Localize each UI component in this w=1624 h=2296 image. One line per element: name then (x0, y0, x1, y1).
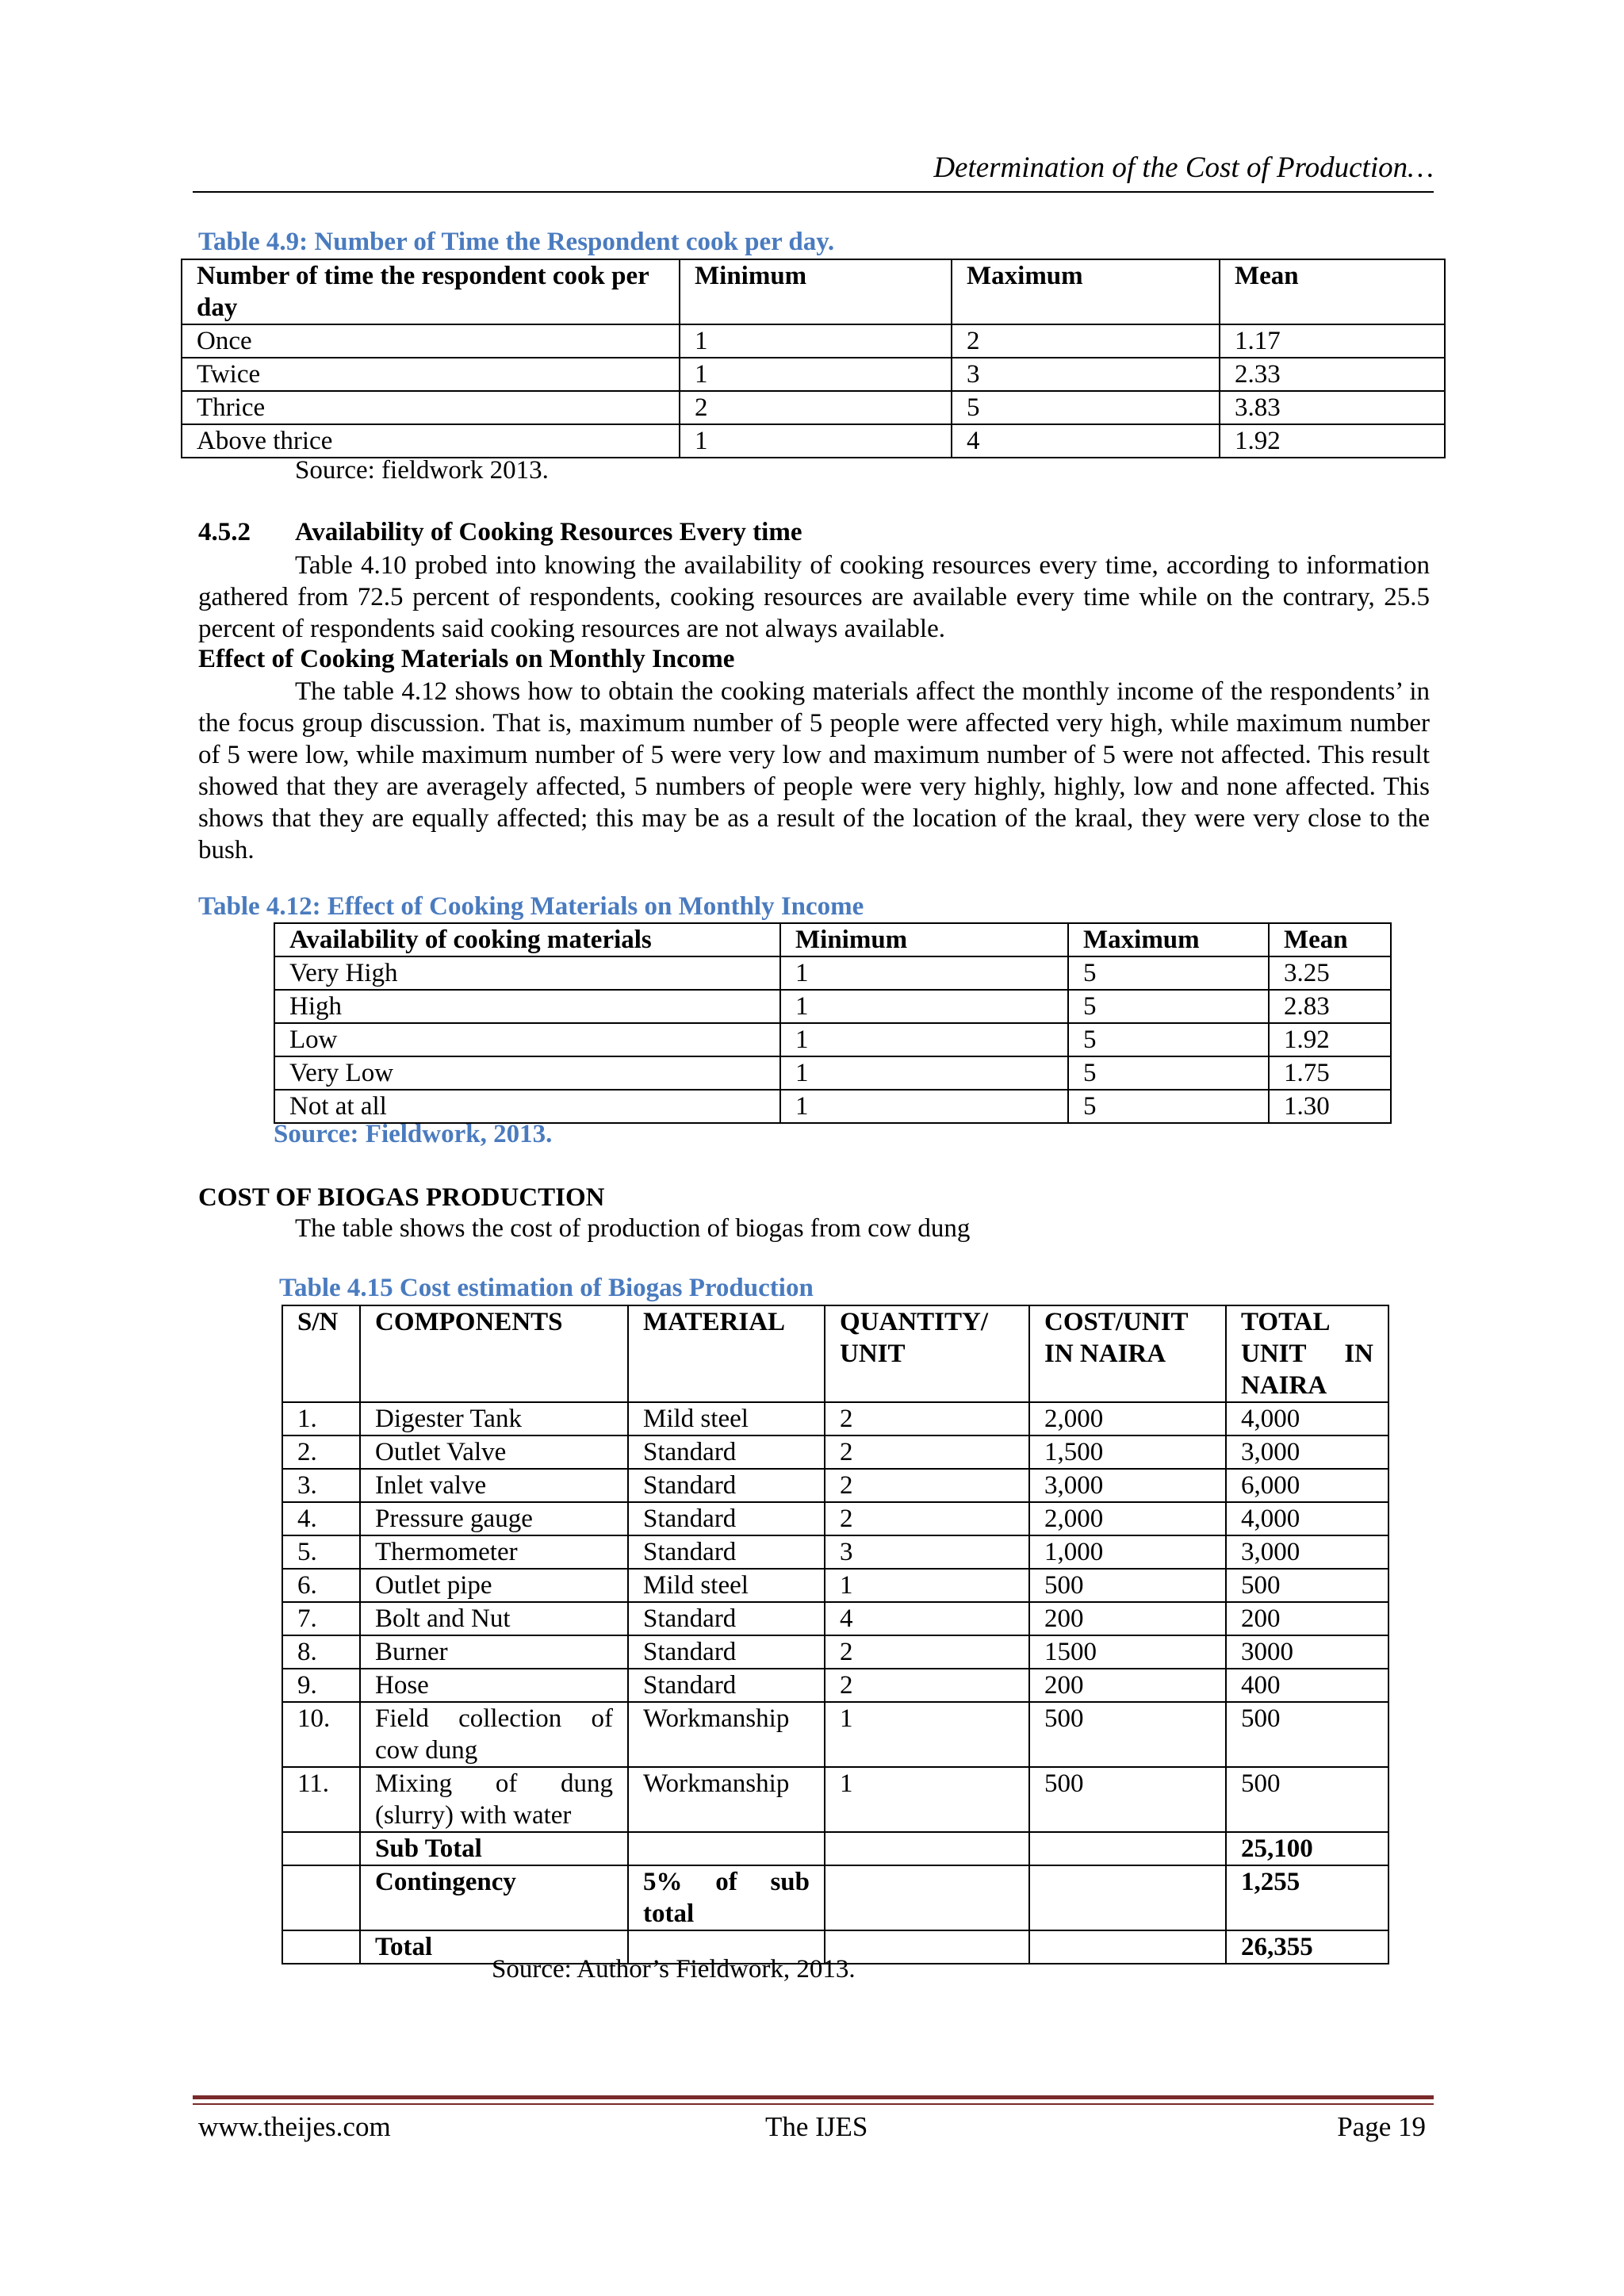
table-cell: 4 (952, 424, 1220, 458)
table-cell: 3,000 (1029, 1469, 1226, 1502)
table-header-cell: Minimum (780, 923, 1068, 956)
table-cell: Mild steel (628, 1569, 825, 1602)
table-cell: 2 (825, 1669, 1029, 1702)
table-cell: 2.83 (1269, 990, 1391, 1023)
table-header-cell: Minimum (680, 259, 952, 324)
table-row (274, 990, 1391, 1023)
table-cell: Hose (360, 1669, 628, 1702)
table-cell: Outlet pipe (360, 1569, 628, 1602)
table-cell: 1 (825, 1767, 1029, 1832)
section-number: 4.5.2 (198, 518, 251, 546)
table-cell: 3000 (1226, 1635, 1388, 1669)
table-cell: 500 (1226, 1767, 1388, 1832)
table-cell: 10. (282, 1702, 360, 1767)
table-cell: Thrice (182, 391, 680, 424)
total-value: 26,355 (1226, 1930, 1388, 1964)
table-header-cell: MATERIAL (628, 1305, 825, 1402)
table-cell: 5 (1068, 990, 1269, 1023)
table-cell: 9. (282, 1669, 360, 1702)
table-row (282, 1402, 1388, 1435)
table-row (282, 1502, 1388, 1535)
table-row (182, 424, 1445, 458)
table-row (282, 1767, 1388, 1832)
table-row (282, 1635, 1388, 1669)
table-cell: Very High (274, 956, 780, 990)
table-cell: Field collection of cow dung (360, 1702, 628, 1767)
table-cell: 2.33 (1220, 358, 1445, 391)
subtotal-value: 25,100 (1226, 1832, 1388, 1865)
table-cell: 200 (1029, 1669, 1226, 1702)
table-header-cell: COST/UNIT IN NAIRA (1029, 1305, 1226, 1402)
table-cell: 5 (1068, 1056, 1269, 1090)
table-cell: Standard (628, 1469, 825, 1502)
table-row (182, 391, 1445, 424)
table-cell: 2 (680, 391, 952, 424)
table-row (274, 956, 1391, 990)
table-cell: 1.30 (1269, 1090, 1391, 1123)
table-header-cell: Mean (1269, 923, 1391, 956)
table-cell: 1 (780, 990, 1068, 1023)
table-cell: High (274, 990, 780, 1023)
table-cell: Standard (628, 1669, 825, 1702)
table-cell: Mixing of dung (slurry) with water (360, 1767, 628, 1832)
table-cell: Very Low (274, 1056, 780, 1090)
table-4-12-source: Source: Fieldwork, 2013. (274, 1120, 553, 1148)
table-row (182, 358, 1445, 391)
footer-page-number: Page 19 (1337, 2111, 1426, 2142)
table-cell: 5. (282, 1535, 360, 1569)
table-cell: Workmanship (628, 1767, 825, 1832)
table-cell: 2 (952, 324, 1220, 358)
table-cell: Digester Tank (360, 1402, 628, 1435)
table-header-cell: Mean (1220, 259, 1445, 324)
table-cell: 1 (680, 424, 952, 458)
table-cell: 5 (952, 391, 1220, 424)
table-cell: 3.83 (1220, 391, 1445, 424)
table-cell: 2,000 (1029, 1402, 1226, 1435)
footer-website-link[interactable]: www.theijes.com (198, 2111, 391, 2142)
table-cell: 2. (282, 1435, 360, 1469)
table-cell: 200 (1029, 1602, 1226, 1635)
table-4-12-caption: Table 4.12: Effect of Cooking Materials on Monthly Income (198, 892, 864, 921)
table-row (282, 1435, 1388, 1469)
table-row (282, 1669, 1388, 1702)
table-cell: Workmanship (628, 1702, 825, 1767)
table-cell: Standard (628, 1535, 825, 1569)
table-cell: 5 (1068, 1023, 1269, 1056)
table-cell: 7. (282, 1602, 360, 1635)
table-header-cell: Availability of cooking materials (274, 923, 780, 956)
table-cell: 4. (282, 1502, 360, 1535)
table-cell: 1 (680, 358, 952, 391)
table-cell: 2 (825, 1435, 1029, 1469)
table-row (282, 1602, 1388, 1635)
table-cell: Standard (628, 1435, 825, 1469)
table-cell: Bolt and Nut (360, 1602, 628, 1635)
table-cell: 1 (780, 1023, 1068, 1056)
table-cell: 500 (1226, 1702, 1388, 1767)
table-cell: 1.75 (1269, 1056, 1391, 1090)
biogas-heading: COST OF BIOGAS PRODUCTION (198, 1183, 605, 1212)
contingency-label: Contingency (360, 1865, 628, 1930)
table-header-cell: S/N (282, 1305, 360, 1402)
table-cell: Above thrice (182, 424, 680, 458)
table-cell: 5 (1068, 1090, 1269, 1123)
table-cell: Once (182, 324, 680, 358)
section-heading: Availability of Cooking Resources Every time (295, 518, 802, 546)
total-label: Total (360, 1930, 628, 1964)
table-cell: 11. (282, 1767, 360, 1832)
table-cell: 1,500 (1029, 1435, 1226, 1469)
table-cell: 2 (825, 1635, 1029, 1669)
table-row (274, 1023, 1391, 1056)
effect-heading: Effect of Cooking Materials on Monthly Income (198, 645, 735, 673)
table-header-cell: Number of time the respondent cook per day (182, 259, 680, 324)
contingency-material: 5% of sub total (628, 1865, 825, 1930)
table-row (282, 1469, 1388, 1502)
table-cell: 500 (1226, 1569, 1388, 1602)
table-header-cell: QUANTITY/ UNIT (825, 1305, 1029, 1402)
table-cell: 6,000 (1226, 1469, 1388, 1502)
table-cell: 3 (952, 358, 1220, 391)
contingency-value: 1,255 (1226, 1865, 1388, 1930)
table-cell: Mild steel (628, 1402, 825, 1435)
table-cell: 2 (825, 1469, 1029, 1502)
footer-journal: The IJES (765, 2111, 868, 2142)
table-cell: 500 (1029, 1702, 1226, 1767)
table-cell: Thermometer (360, 1535, 628, 1569)
table-4-15 (282, 1305, 1389, 1964)
table-row (282, 1569, 1388, 1602)
table-cell: 1 (680, 324, 952, 358)
table-cell: 3 (825, 1535, 1029, 1569)
table-cell: 1 (825, 1702, 1029, 1767)
table-cell: 5 (1068, 956, 1269, 990)
biogas-intro: The table shows the cost of production of biogas from cow dung (295, 1214, 971, 1243)
footer-divider-thick (193, 2095, 1434, 2099)
table-row (182, 324, 1445, 358)
table-4-9-caption: Table 4.9: Number of Time the Respondent cook per day. (198, 228, 835, 256)
header-divider (193, 191, 1434, 193)
running-header: Determination of the Cost of Production… (933, 151, 1434, 184)
table-cell: 1 (825, 1569, 1029, 1602)
table-row (274, 1090, 1391, 1123)
table-cell: 1 (780, 1056, 1068, 1090)
table-header-cell: Maximum (1068, 923, 1269, 956)
table-cell: 3,000 (1226, 1435, 1388, 1469)
table-cell: 2 (825, 1502, 1029, 1535)
table-4-9 (181, 259, 1446, 458)
table-cell: Standard (628, 1502, 825, 1535)
table-cell: Inlet valve (360, 1469, 628, 1502)
footer-divider-thin (193, 2103, 1434, 2105)
section-paragraph: Table 4.10 probed into knowing the availability of cooking resources every time, according to information gathered from 72.5 percent of respondents, cooking resources are available every time while on the contrary, 25.5 percent of respondents said cooking resources are not always available. (198, 551, 1430, 643)
table-cell: 1.17 (1220, 324, 1445, 358)
table-cell: 400 (1226, 1669, 1388, 1702)
table-cell: Standard (628, 1602, 825, 1635)
table-cell: 3,000 (1226, 1535, 1388, 1569)
table-cell: 500 (1029, 1767, 1226, 1832)
table-cell: 2,000 (1029, 1502, 1226, 1535)
table-cell: Pressure gauge (360, 1502, 628, 1535)
table-cell: 8. (282, 1635, 360, 1669)
subtotal-row (282, 1832, 1388, 1865)
table-4-12 (274, 922, 1392, 1124)
table-cell: 3. (282, 1469, 360, 1502)
table-cell: 500 (1029, 1569, 1226, 1602)
table-cell: 4,000 (1226, 1402, 1388, 1435)
table-cell: Burner (360, 1635, 628, 1669)
table-cell: 1,000 (1029, 1535, 1226, 1569)
table-cell: 1 (780, 956, 1068, 990)
table-cell: 1.92 (1269, 1023, 1391, 1056)
table-row (282, 1535, 1388, 1569)
table-cell: 1. (282, 1402, 360, 1435)
table-header-cell: TOTAL UNIT IN NAIRA (1226, 1305, 1388, 1402)
table-cell: 1.92 (1220, 424, 1445, 458)
table-4-15-source: Source: Author’s Fieldwork, 2013. (492, 1955, 856, 1984)
table-cell: 6. (282, 1569, 360, 1602)
table-4-15-caption: Table 4.15 Cost estimation of Biogas Production (279, 1274, 814, 1302)
table-row (274, 1056, 1391, 1090)
table-cell: 1500 (1029, 1635, 1226, 1669)
table-cell: 3.25 (1269, 956, 1391, 990)
table-cell: Standard (628, 1635, 825, 1669)
subtotal-label: Sub Total (360, 1832, 628, 1865)
table-row (282, 1702, 1388, 1767)
contingency-row (282, 1865, 1388, 1930)
table-cell: 1 (780, 1090, 1068, 1123)
table-cell: 2 (825, 1402, 1029, 1435)
table-cell: Twice (182, 358, 680, 391)
table-cell: Low (274, 1023, 780, 1056)
table-header-cell: COMPONENTS (360, 1305, 628, 1402)
table-cell: Outlet Valve (360, 1435, 628, 1469)
table-4-9-source: Source: fieldwork 2013. (295, 456, 549, 485)
table-cell: 4,000 (1226, 1502, 1388, 1535)
table-cell: 4 (825, 1602, 1029, 1635)
effect-paragraph: The table 4.12 shows how to obtain the cooking materials affect the monthly income of the respondents’ in the focus group discussion. That is, maximum number of 5 people were affected very high, while maximum number of 5 were low, while maximum number of 5 were very low and maximum number of 5 were not affected. This result showed that they are averagely affected, 5 numbers of people were very highly, highly, low and none affected. This shows that they are equally affected; this may be as a result of the location of the kraal, they were very close to the bush. (198, 677, 1430, 864)
table-cell: 200 (1226, 1602, 1388, 1635)
table-header-cell: Maximum (952, 259, 1220, 324)
table-cell: Not at all (274, 1090, 780, 1123)
